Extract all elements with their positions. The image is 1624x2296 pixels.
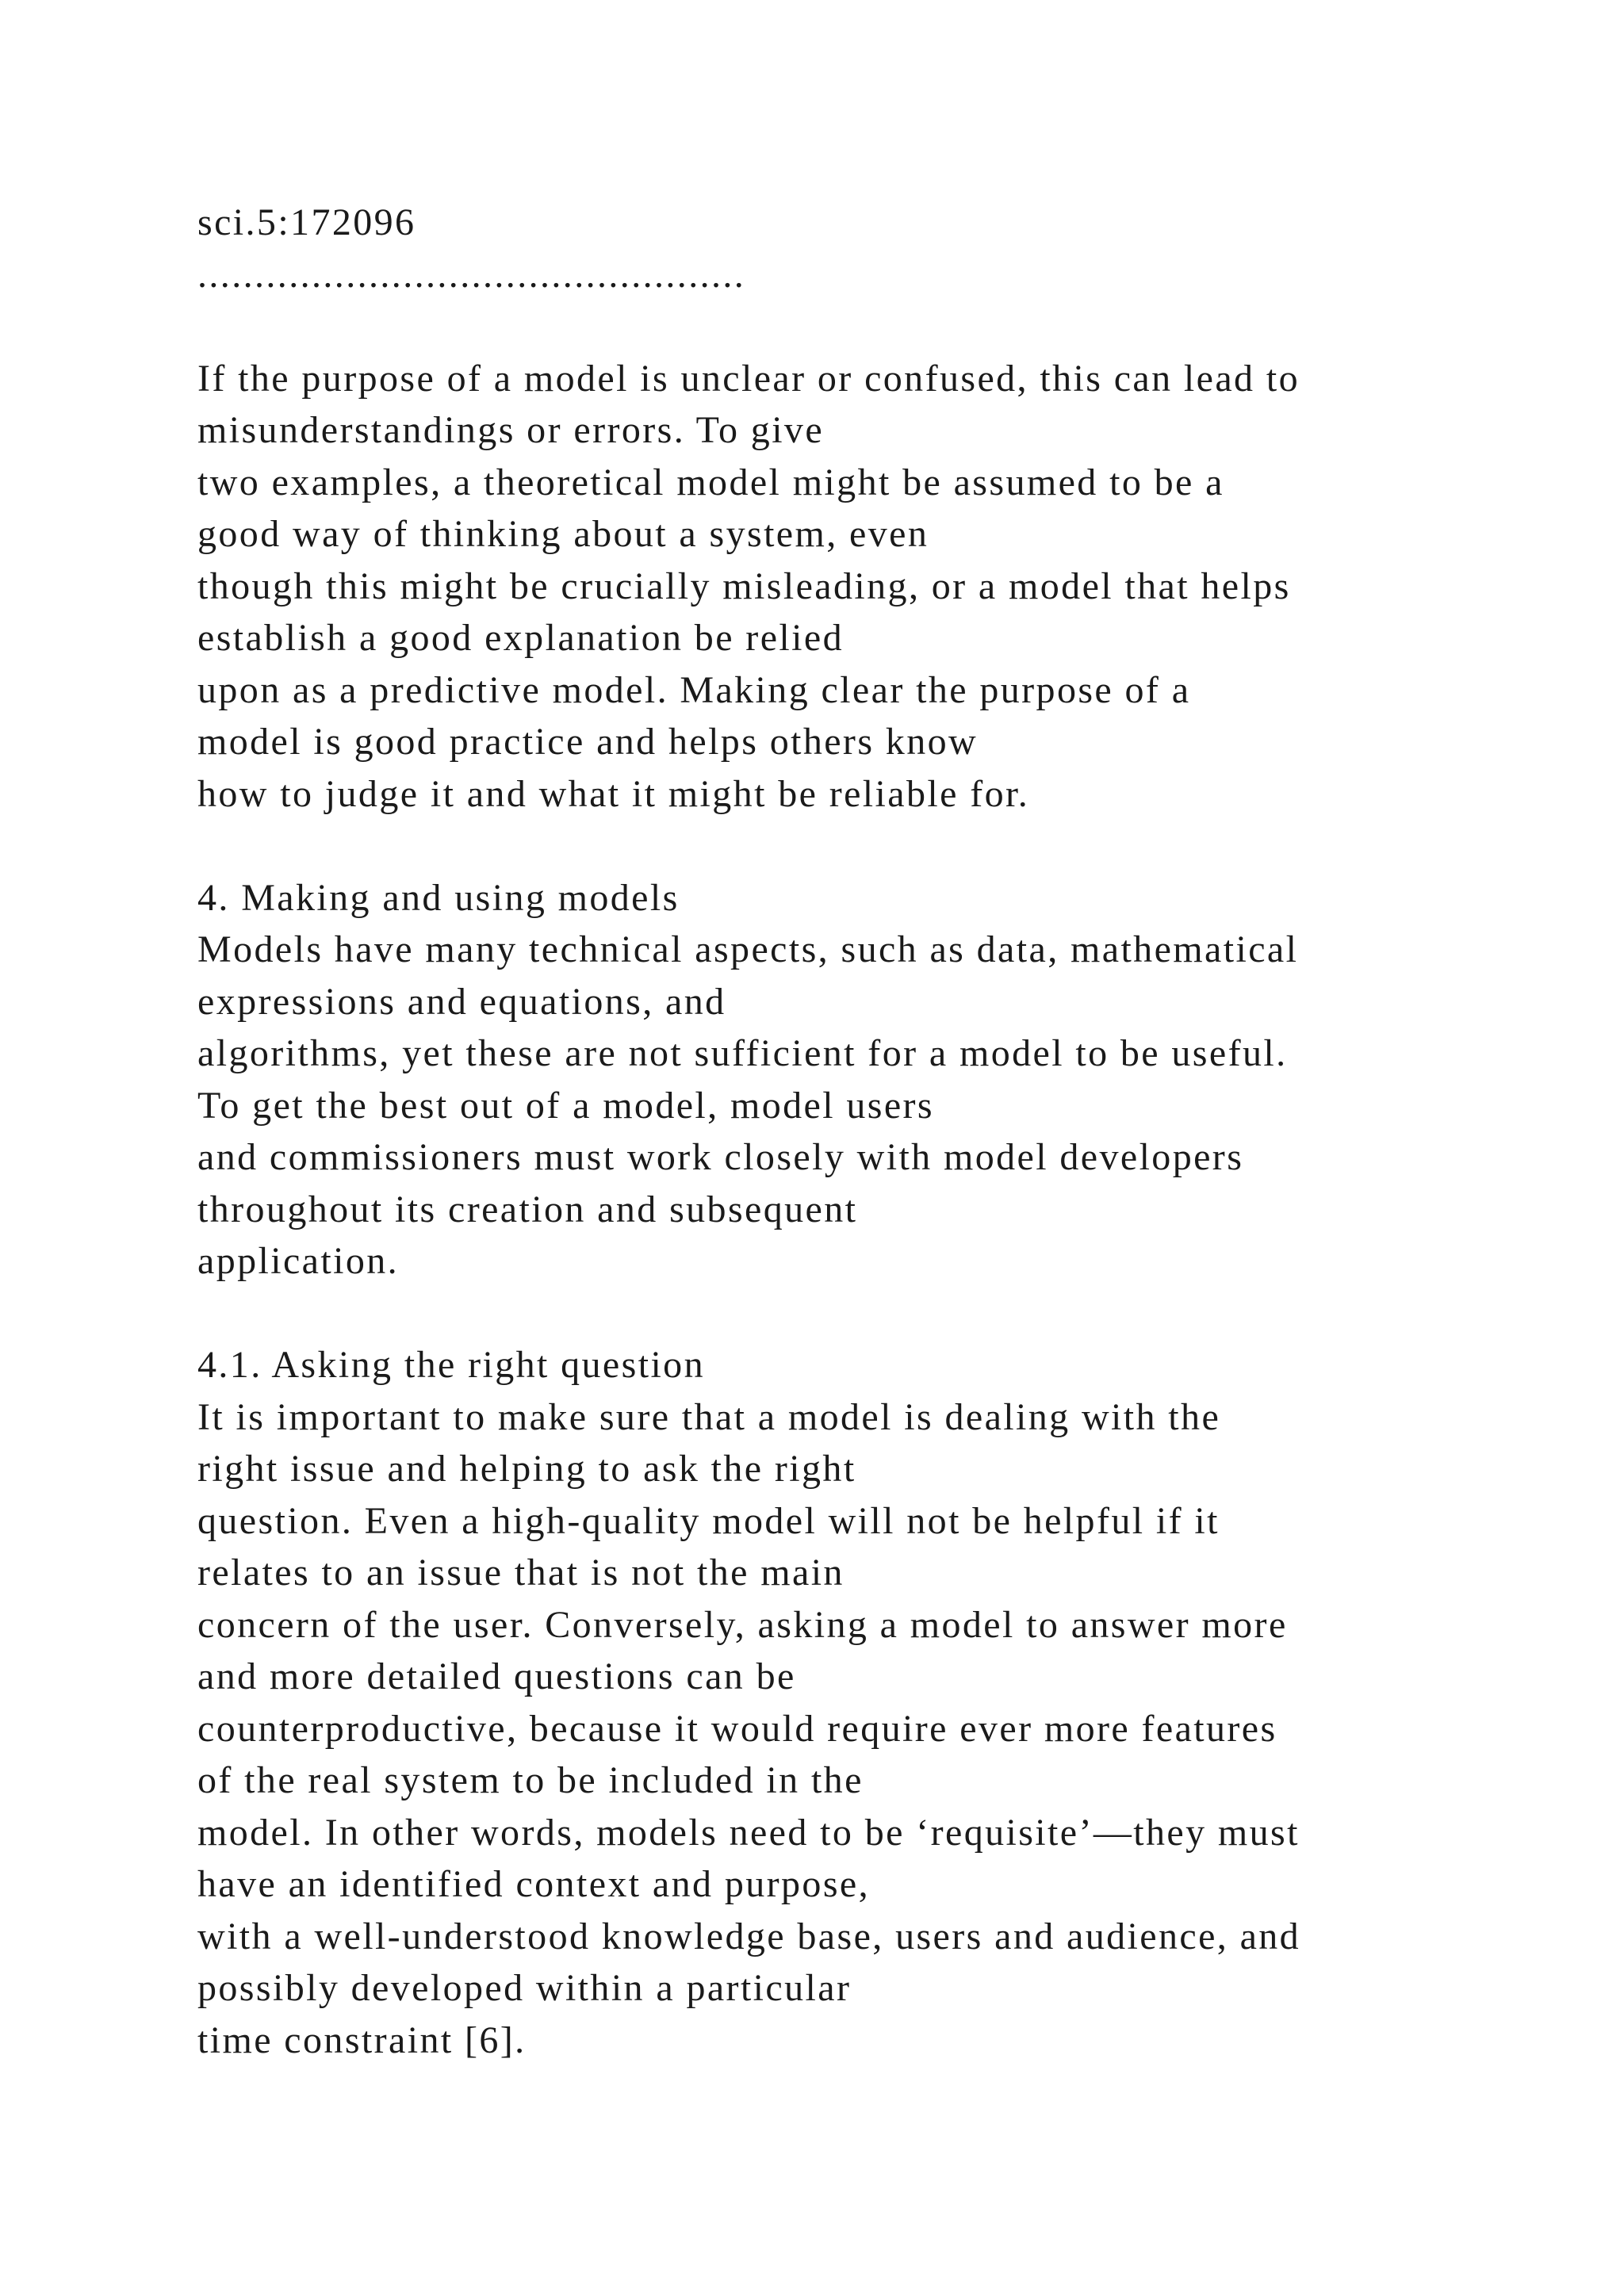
paragraph-line: good way of thinking about a system, even (197, 513, 929, 555)
paragraph-line: and commissioners must work closely with model developers (197, 1136, 1244, 1178)
document-id: sci.5:172096 (197, 201, 416, 243)
paragraph-line: misunderstandings or errors. To give (197, 409, 825, 451)
paragraph-line: concern of the user. Conversely, asking a model to answer more (197, 1603, 1288, 1646)
paragraph-line: model is good practice and helps others know (197, 721, 979, 763)
section-heading: 4.1. Asking the right question (197, 1344, 705, 1386)
paragraph-line: If the purpose of a model is unclear or confused, this can lead to (197, 357, 1300, 400)
paragraph-line: how to judge it and what it might be reliable for. (197, 772, 1030, 815)
paragraph-line: model. In other words, models need to be ‘requisite’—they must (197, 1811, 1300, 1854)
dotted-separator: ................................................ (197, 253, 746, 296)
paragraph-line: right issue and helping to ask the right (197, 1448, 856, 1490)
paragraph-line: counterproductive, because it would require ever more features (197, 1707, 1277, 1750)
paragraph-line: application. (197, 1240, 400, 1282)
paragraph-line: time constraint [6]. (197, 2019, 527, 2061)
section-asking-the-right-question (197, 1339, 1609, 2066)
paragraph-line: possibly developed within a particular (197, 1967, 852, 2009)
paragraph-line: upon as a predictive model. Making clear the purpose of a (197, 668, 1191, 711)
paragraph-line: though this might be crucially misleading, or a model that helps (197, 564, 1291, 607)
paragraph-line: It is important to make sure that a model is dealing with the (197, 1395, 1221, 1438)
document-body (197, 197, 1609, 2066)
paragraph-line: establish a good explanation be relied (197, 617, 844, 659)
paragraph-line: and more detailed questions can be (197, 1655, 796, 1697)
paragraph-line: of the real system to be included in the (197, 1759, 864, 1801)
blank-line (197, 300, 1609, 353)
section-making-and-using-models (197, 872, 1609, 1288)
paragraph-line: question. Even a high-quality model will not be helpful if it (197, 1499, 1220, 1542)
paragraph-line: Models have many technical aspects, such as data, mathematical (197, 928, 1299, 970)
paragraph-line: throughout its creation and subsequent (197, 1188, 858, 1230)
paragraph-line: algorithms, yet these are not sufficient for a model to be useful. (197, 1032, 1288, 1074)
section-heading: 4. Making and using models (197, 876, 680, 919)
paragraph-line: with a well-understood knowledge base, users and audience, and (197, 1915, 1301, 1957)
paragraph-model-purpose (197, 353, 1609, 821)
blank-line (197, 1288, 1609, 1340)
blank-line (197, 820, 1609, 872)
paragraph-line: expressions and equations, and (197, 980, 726, 1023)
paragraph-line: To get the best out of a model, model users (197, 1084, 934, 1127)
paragraph-line: have an identified context and purpose, (197, 1863, 871, 1905)
paragraph-line: two examples, a theoretical model might be assumed to be a (197, 461, 1224, 503)
paragraph-line: relates to an issue that is not the main (197, 1552, 845, 1594)
